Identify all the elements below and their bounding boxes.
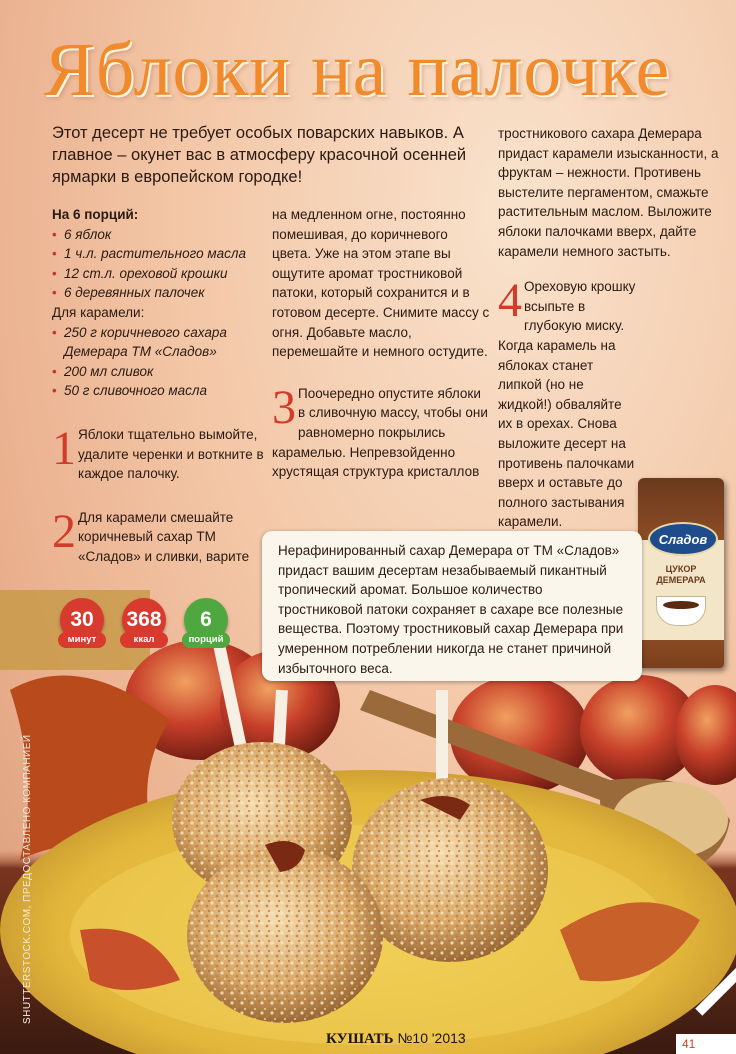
page-title: Яблоки на палочке: [44, 28, 671, 112]
ingredient-item: • 50 г сливочного масла: [52, 381, 264, 401]
page-number: 41: [676, 1034, 736, 1054]
step-number: 3: [272, 380, 296, 434]
step-1: [52, 421, 264, 484]
ingredient-item: • 6 деревянных палочек: [52, 283, 264, 303]
sugar-package-image: [638, 478, 724, 668]
ingredient-item: • 6 яблок: [52, 225, 264, 245]
caramel-heading: Для карамели:: [52, 304, 145, 320]
badge-unit: порций: [182, 632, 230, 648]
step-text: Яблоки тщательно вымойте, удалите черенки и воткните в каждое палочку.: [78, 426, 264, 482]
calories-badge: [120, 598, 168, 648]
time-badge: [58, 598, 106, 648]
package-label: ЦУКОР ДЕМЕРАРА: [656, 564, 706, 585]
magazine-footer: [326, 1030, 466, 1048]
badge-unit: минут: [58, 632, 106, 648]
badge-value: 6: [184, 598, 228, 642]
ingredient-item: • 250 г коричневого сахара Демерара ТМ «Сладов»: [52, 323, 264, 362]
step-text: Для карамели смешайте коричневый сахар ТМ «Сладов» и сливки, варите: [78, 509, 250, 564]
ingredient-item: • 200 мл сливок: [52, 362, 264, 382]
step-text: Поочередно опустите яблоки в сливочную массу, чтобы они равномерно покрылись карамелью. Непревзойденно хрустящая структура кристаллов: [272, 385, 488, 480]
photo-credit: SHUTTERSTOCK.COM, ПРЕДОСТАВЛЕНО КОМПАНИЕЙ: [22, 734, 33, 1024]
step-text: Ореховую крошку всыпьте в глубокую миску. Когда карамель на яблоках станет липкой (но не жидкой!) обваляйте их в орехах. Снова выложите десерт на противень палочками вверх и оставьте до полного застывания карамели.: [498, 279, 636, 530]
ingredients-list: [52, 225, 264, 303]
recipe-column-3: [498, 124, 722, 532]
step-number: 1: [52, 421, 76, 475]
step-3-continued: тростникового сахара Демерара придаст карамели изысканности, а фруктам – нежности. Противень выстелите пергаментом, смажьте растительным маслом. Выложите яблоки палочками вверх, дайте карамели немного застыть.: [498, 126, 719, 259]
step-number: 2: [52, 504, 76, 558]
step-number: 4: [498, 274, 522, 328]
badge-value: 368: [122, 598, 166, 642]
step-2: [52, 504, 264, 567]
brand-logo: Сладов: [648, 522, 718, 556]
sponsor-note: Нерафинированный сахар Демерара от ТМ «Сладов» придаст вашим десертам незабываемый пикантный тропический аромат. Большое количество тростниковой патоки сохраняет в сахаре все полезные вещества. Поэтому тростниковый сахар Демерара при умеренном потреблении никогда не станет причиной избыточного веса.: [262, 531, 642, 681]
recipe-column-2: [272, 205, 490, 482]
ingredient-item: • 12 ст.л. ореховой крошки: [52, 264, 264, 284]
coffee-cup-icon: [656, 596, 706, 626]
caramel-ingredients-list: [52, 323, 264, 401]
servings-badge: [182, 598, 230, 648]
ingredients-column: [52, 205, 264, 567]
badge-unit: ккал: [120, 632, 168, 648]
ingredients-heading: На 6 порций:: [52, 207, 139, 222]
step-2-continued: на медленном огне, постоянно помешивая, до коричневого цвета. Уже на этом этапе вы ощутите аромат тростниковой патоки, который сохранится и в готовом десерте. Снимите массу с огня. Добавьте масло, перемешайте и немного остудите.: [272, 207, 490, 360]
issue-number: №10 '2013: [397, 1030, 466, 1046]
intro-text: Этот десерт не требует особых поварских навыков. А главное – окунет вас в атмосферу красочной осенней ярмарки в европейском городке!: [52, 124, 467, 186]
badge-value: 30: [60, 598, 104, 642]
step-3: [272, 380, 490, 482]
magazine-name: КУШАТЬ: [326, 1031, 394, 1047]
ingredient-item: • 1 ч.л. растительного масла: [52, 244, 264, 264]
